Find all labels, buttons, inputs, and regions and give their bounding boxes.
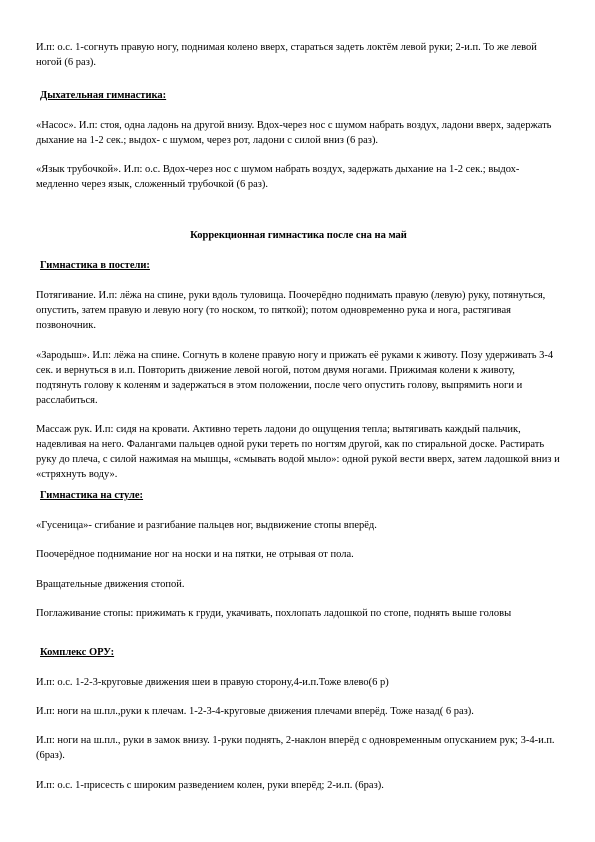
exercise-embryo: «Зародыш». И.п: лёжа на спине. Согнуть в колене правую ногу и прижать её руками к животу. Позу удерживать 3-4 сек. и вернуться в и.п. Повторить движение левой ногой, потом двумя ногами. Прижимая колени к животу, подтянуть голову к коленям и задержаться в этом положении, после чего опустить голову, выпрямить ноги и расслабиться. — [36, 350, 554, 406]
exercise-knee-elbow: И.п: о.с. 1-согнуть правую ногу, поднимая колено вверх, стараться задеть локтём левой руки; 2-и.п. То же левой ногой (6 раз). — [36, 42, 537, 68]
exercise-hand-massage: Массаж рук. И.п: сидя на кровати. Активно тереть ладони до ощущения тепла; вытягивать каждый пальчик, надевливая на него. Фалангами пальцев одной руки тереть по ногтям другой, как по стиральной доске. Растирать руку до плеча, с силой нажимая на мышцы, «смывать водой мыло»: одной рукой вести вверх, затем ладошкой вниз и «стряхнуть воду». — [36, 424, 560, 480]
exercise-neck-circles: И.п: о.с. 1-2-3-круговые движения шеи в правую сторону,4-и.п.Тоже влево(6 р) — [36, 677, 389, 688]
page-title: Коррекционная гимнастика после сна на май — [190, 230, 407, 241]
exercise-shoulder-circles: И.п: ноги на ш.пл.,руки к плечам. 1-2-3-4-круговые движения плечами вперёд. Тоже назад( 6 раз). — [36, 706, 474, 717]
exercise-toes-heels: Поочерёдное поднимание ног на носки и на пятки, не отрывая от пола. — [36, 549, 354, 560]
exercise-pump: «Насос». И.п: стоя, одна ладонь на другой внизу. Вдох-через нос с шумом набрать воздух, ладони вверх, задержать дыхание на 1-2 сек.; выдох- с шумом, через рот, ладони с силой вниз (6 раз). — [36, 120, 552, 146]
section-heading-oru: Комплекс ОРУ: — [40, 647, 115, 658]
section-heading-breathing: Дыхательная гимнастика: — [40, 90, 167, 101]
section-heading-chair: Гимнастика на стуле: — [40, 490, 144, 501]
exercise-tongue-tube: «Язык трубочкой». И.п: о.с. Вдох-через нос с шумом набрать воздух, задержать дыхание на 1-2 сек.; выдох- медленно через язык, сложенный трубочкой (6 раз). — [36, 164, 520, 190]
exercise-foot-stroking: Поглаживание стопы: прижимать к груди, укачивать, похлопать ладошкой по стопе, поднять выше головы — [36, 608, 512, 619]
section-heading-bed: Гимнастика в постели: — [40, 260, 150, 271]
exercise-caterpillar: «Гусеница»- сгибание и разгибание пальцев ног, выдвижение стопы вперёд. — [36, 520, 377, 531]
exercise-squat: И.п: о.с. 1-присесть с широким разведением колен, руки вперёд; 2-и.п. (6раз). — [36, 780, 384, 791]
exercise-bend-forward: И.п: ноги на ш.пл., руки в замок внизу. 1-руки поднять, 2-наклон вперёд с одновременным опусканием рук; 3-4-и.п.(6раз). — [36, 735, 555, 761]
exercise-foot-rotation: Вращательные движения стопой. — [36, 579, 185, 590]
exercise-stretching: Потягивание. И.п: лёжа на спине, руки вдоль туловища. Поочерёдно поднимать правую (левую) руку, потянуться, опустить, затем правую и левую ногу (то носком, то пяткой); потом одновременно рука и нога, растягивая позвоночник. — [36, 290, 546, 331]
